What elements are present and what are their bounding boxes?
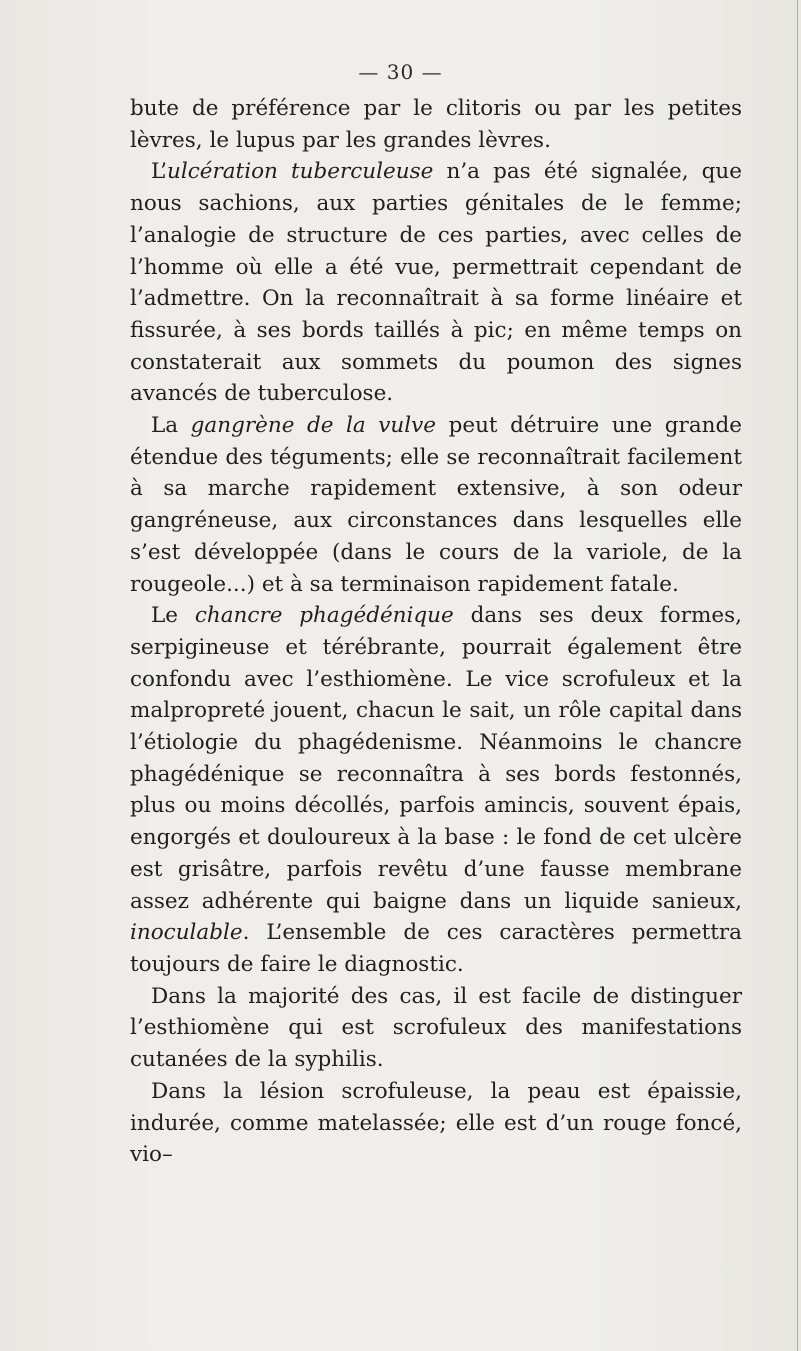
text-run: Dans la lésion scrofuleuse, la peau est épaissie, indurée, comme matelassée; elle est d’un rouge foncé, vio– [130, 1078, 742, 1168]
paragraph [130, 600, 742, 980]
page-edge-line [797, 0, 798, 1351]
page-number: — 30 — [358, 60, 443, 84]
text-run: La [151, 413, 191, 439]
italic-text-run: ulcération tuberculeuse [166, 159, 434, 185]
text-run: L’ [151, 159, 167, 185]
text-run: peut détruire une grande étendue des téguments; elle se reconnaîtrait facilement à sa marche rapidement extensive, à son odeur gangréneuse, aux circonstances dans lesquelles elle s’est développée (dans le cours de la variole, de la rougeole...) et à sa terminaison rapidement fatale. [130, 413, 742, 597]
paragraph [130, 981, 742, 1076]
italic-text-run: inoculable [130, 920, 243, 946]
paragraph [130, 410, 742, 600]
text-run: bute de préférence par le clitoris ou par les petites lèvres, le lupus par les grandes lèvres. [130, 96, 742, 153]
text-run: Dans la majorité des cas, il est facile de distinguer l’esthiomène qui est scrofuleux des manifestations cutanées de la syphilis. [130, 983, 742, 1073]
body-text [130, 93, 742, 1171]
paragraph [130, 1076, 742, 1171]
text-run: n’a pas été signalée, que nous sachions, aux parties génitales de le femme; l’analogie de structure de ces parties, avec celles de l’homme où elle a été vue, permettrait cependant de l’admettre. On la reconnaîtrait à sa forme linéaire et fissurée, à ses bords taillés à pic; en même temps on constaterait aux sommets du poumon des signes avancés de tuberculose. [130, 159, 743, 407]
paragraph [130, 93, 742, 156]
paragraph [130, 156, 742, 410]
text-run: dans ses deux formes, serpigineuse et térébrante, pourrait également être confondu avec l’esthiomène. Le vice scrofuleux et la malpropreté jouent, chacun le sait, un rôle capital dans l’étiologie du phagédenisme. Néanmoins le chancre phagédénique se reconnaîtra à ses bords festonnés, plus ou moins décollés, parfois amincis, souvent épais, engorgés et douloureux à la base : le fond de cet ulcère est grisâtre, parfois revêtu d’une fausse membrane assez adhérente qui baigne dans un liquide sanieux, [130, 603, 742, 914]
italic-text-run: chancre phagédénique [194, 603, 454, 629]
italic-text-run: gangrène de la vulve [190, 413, 437, 439]
text-run: Le [151, 603, 195, 629]
text-run: . L’ensemble de ces caractères permettra toujours de faire le diagnostic. [130, 920, 742, 977]
